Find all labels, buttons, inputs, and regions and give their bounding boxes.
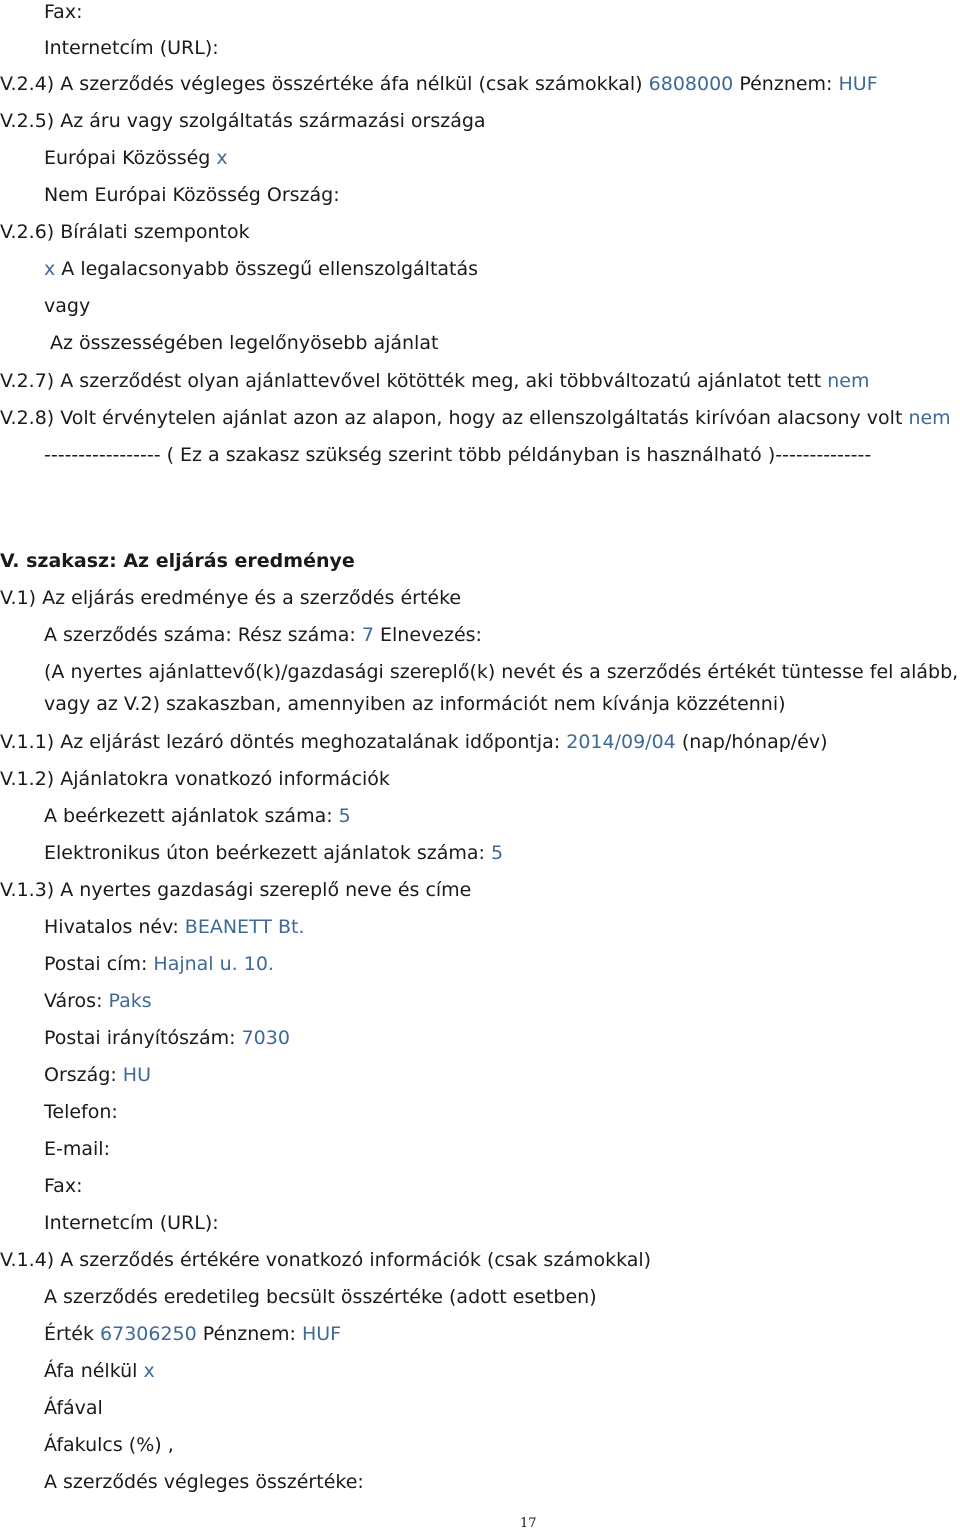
v24-currency-label: Pénznem: <box>739 73 833 95</box>
v13-heading: V.1.3) A nyertes gazdasági szereplő neve és címe <box>0 879 472 901</box>
v25-heading: V.2.5) Az áru vagy szolgáltatás származási országa <box>0 110 486 132</box>
value-label: Érték <box>44 1323 94 1345</box>
section-separator: ----------------- ( Ez a szakasz szükség szerint több példányban is használható )-------------- <box>44 444 872 466</box>
vat-rate-label: Áfakulcs (%) , <box>44 1434 174 1456</box>
v28-row <box>0 406 951 430</box>
v12-heading: V.1.2) Ajánlatokra vonatkozó információk <box>0 768 390 790</box>
final-value-label: A szerződés végleges összértéke: <box>44 1471 364 1493</box>
contract-row <box>44 623 482 647</box>
v11-row <box>0 730 828 754</box>
official-name-label: Hivatalos név: <box>44 916 179 938</box>
value-currency: HUF <box>301 1323 342 1345</box>
note-line-2: vagy az V.2) szakaszban, amennyiben az információt nem kívánja közzétenni) <box>44 693 786 715</box>
criterion-lowest-price <box>44 257 478 281</box>
novat-label: Áfa nélkül <box>44 1360 138 1382</box>
value-row <box>44 1322 341 1346</box>
estimated-value-label: A szerződés eredetileg becsült összértéke (adott esetben) <box>44 1286 597 1308</box>
country-value: HU <box>122 1064 151 1086</box>
eoffers-row <box>44 841 503 865</box>
novat-row <box>44 1359 155 1383</box>
v27-row <box>0 369 869 393</box>
offers-value: 5 <box>338 805 351 827</box>
value-amount: 67306250 <box>100 1323 197 1345</box>
v27-text: V.2.7) A szerződést olyan ajánlattevővel kötötték meg, aki többváltozatú ajánlatot tett <box>0 370 822 392</box>
v26-heading: V.2.6) Bírálati szempontok <box>0 221 250 243</box>
url-label-top: Internetcím (URL): <box>44 37 219 59</box>
email-label: E-mail: <box>44 1138 110 1160</box>
v1-heading: V.1) Az eljárás eredménye és a szerződés értéke <box>0 587 462 609</box>
city-value: Paks <box>108 990 152 1012</box>
eoffers-value: 5 <box>491 842 504 864</box>
v28-value: nem <box>908 407 951 429</box>
postal-address-label: Postai cím: <box>44 953 148 975</box>
v27-value: nem <box>827 370 870 392</box>
fax-label-top: Fax: <box>44 1 83 23</box>
country-label: Ország: <box>44 1064 117 1086</box>
v24-row <box>0 72 878 96</box>
v11-date: 2014/09/04 <box>566 731 676 753</box>
or-label: vagy <box>44 295 91 317</box>
novat-mark: x <box>143 1360 155 1382</box>
postal-address-value: Hajnal u. 10. <box>153 953 274 975</box>
postal-address-row <box>44 952 274 976</box>
v11-text: V.1.1) Az eljárást lezáró döntés meghozatalának időpontja: <box>0 731 561 753</box>
zip-row <box>44 1026 290 1050</box>
value-currency-label: Pénznem: <box>202 1323 296 1345</box>
official-name-row <box>44 915 304 939</box>
part-number: 7 <box>361 624 374 646</box>
phone-label: Telefon: <box>44 1101 118 1123</box>
noneu-row: Nem Európai Közösség Ország: <box>44 184 340 206</box>
zip-label: Postai irányítószám: <box>44 1027 236 1049</box>
v28-text: V.2.8) Volt érvénytelen ajánlat azon az alapon, hogy az ellenszolgáltatás kirívóan alacsony volt <box>0 407 903 429</box>
city-row <box>44 989 152 1013</box>
official-name-value: BEANETT Bt. <box>184 916 305 938</box>
section-title: V. szakasz: Az eljárás eredménye <box>0 550 355 572</box>
eoffers-label: Elektronikus úton beérkezett ajánlatok száma: <box>44 842 485 864</box>
zip-value: 7030 <box>241 1027 290 1049</box>
v11-format: (nap/hónap/év) <box>681 731 828 753</box>
v14-heading: V.1.4) A szerződés értékére vonatkozó információk (csak számokkal) <box>0 1249 652 1271</box>
note-line-1: (A nyertes ajánlattevő(k)/gazdasági szereplő(k) nevét és a szerződés értékét tüntesse fel alább, <box>44 661 959 683</box>
url-label: Internetcím (URL): <box>44 1212 219 1234</box>
v24-value: 6808000 <box>648 73 734 95</box>
eu-row <box>44 146 228 170</box>
fax-label: Fax: <box>44 1175 83 1197</box>
country-row <box>44 1063 151 1087</box>
page-number: 17 <box>520 1516 537 1531</box>
city-label: Város: <box>44 990 103 1012</box>
criterion-mark: x <box>44 258 56 280</box>
vat-label: Áfával <box>44 1397 103 1419</box>
offers-label: A beérkezett ajánlatok száma: <box>44 805 333 827</box>
offers-row <box>44 804 351 828</box>
v24-text: V.2.4) A szerződés végleges összértéke áfa nélkül (csak számokkal) <box>0 73 643 95</box>
contract-name-label: Elnevezés: <box>380 624 482 646</box>
contract-label: A szerződés száma: Rész száma: <box>44 624 356 646</box>
v24-currency: HUF <box>838 73 878 95</box>
criterion-best-value: Az összességében legelőnyösebb ajánlat <box>50 332 439 354</box>
eu-mark: x <box>216 147 228 169</box>
eu-label: Európai Közösség <box>44 147 211 169</box>
criterion-label: A legalacsonyabb összegű ellenszolgáltatás <box>61 258 479 280</box>
